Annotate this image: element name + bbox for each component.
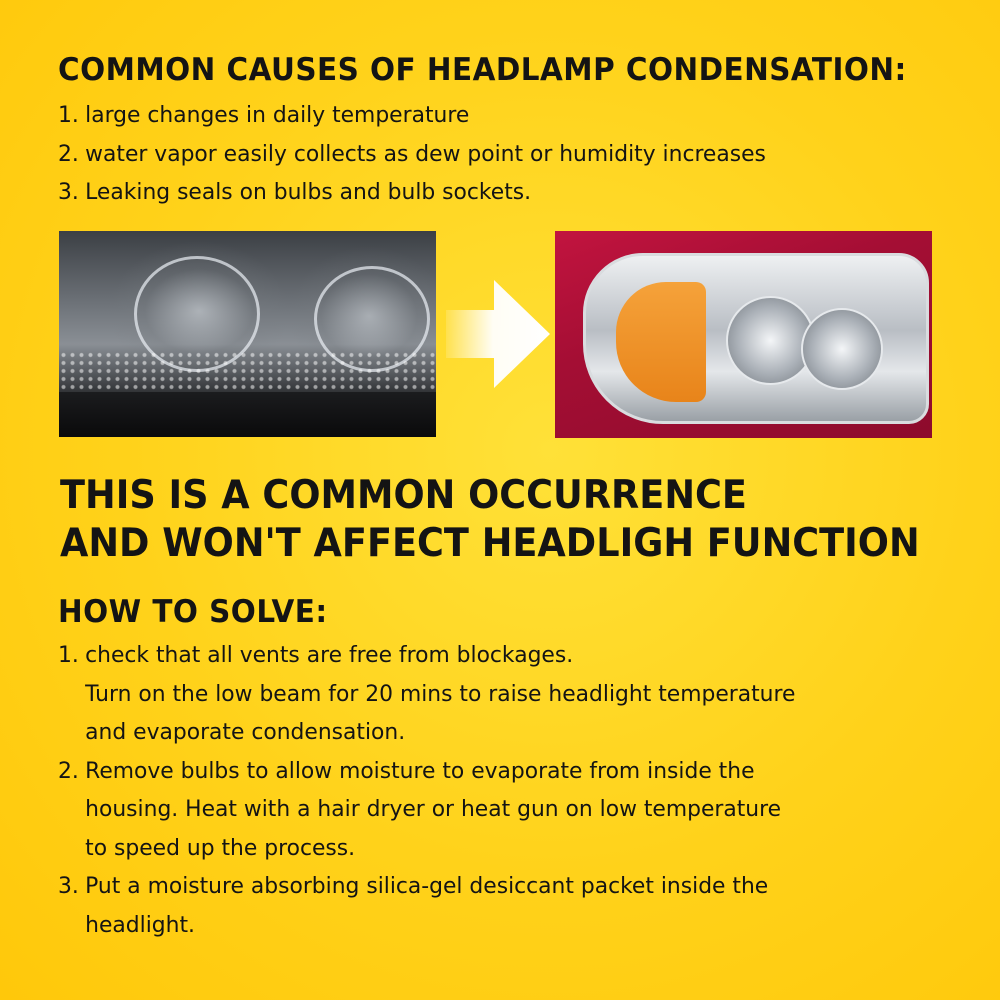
list-item bbox=[58, 636, 795, 752]
causes-list bbox=[58, 96, 766, 212]
list-item-number: 2. bbox=[58, 757, 79, 784]
list-item bbox=[58, 96, 766, 135]
notice-line: THIS IS A COMMON OCCURRENCE bbox=[60, 473, 747, 518]
list-item-text: headlight. bbox=[85, 911, 195, 938]
list-item-text: Remove bulbs to allow moisture to evaporate from inside the bbox=[85, 757, 755, 784]
right-arrow-icon bbox=[446, 280, 550, 388]
list-item-text: Turn on the low beam for 20 mins to raise headlight temperature bbox=[85, 680, 796, 707]
solve-list bbox=[58, 636, 795, 944]
list-item-text: Leaking seals on bulbs and bulb sockets. bbox=[85, 179, 532, 205]
list-item-text: water vapor easily collects as dew point or humidity increases bbox=[85, 140, 766, 167]
causes-heading: COMMON CAUSES OF HEADLAMP CONDENSATION: bbox=[58, 52, 907, 88]
list-item-text: to speed up the process. bbox=[85, 834, 356, 861]
amber-turn-signal bbox=[616, 282, 706, 402]
list-item-number: 1. bbox=[58, 102, 79, 128]
list-item bbox=[58, 867, 795, 944]
list-item bbox=[58, 752, 795, 868]
notice-line: AND WON'T AFFECT HEADLIGH FUNCTION bbox=[60, 521, 920, 566]
list-item-number: 3. bbox=[58, 873, 79, 899]
headlight-housing bbox=[583, 253, 929, 424]
list-item bbox=[58, 135, 766, 174]
list-item-number: 2. bbox=[58, 140, 79, 167]
list-item-number: 3. bbox=[58, 179, 79, 205]
list-item-text: housing. Heat with a hair dryer or heat gun on low temperature bbox=[85, 796, 782, 822]
notice-heading bbox=[60, 472, 920, 568]
list-item-text: check that all vents are free from blockages. bbox=[85, 642, 574, 668]
list-item-text: Put a moisture absorbing silica-gel desiccant packet inside the bbox=[85, 873, 769, 899]
foggy-headlight-photo bbox=[59, 231, 436, 437]
list-item-text: large changes in daily temperature bbox=[85, 102, 470, 128]
list-item bbox=[58, 173, 766, 212]
bumper bbox=[59, 392, 436, 437]
headlight-reflector bbox=[801, 308, 883, 390]
clear-headlight-photo bbox=[555, 231, 932, 438]
list-item-number: 1. bbox=[58, 642, 79, 668]
list-item-text: and evaporate condensation. bbox=[85, 719, 406, 745]
solve-heading: HOW TO SOLVE: bbox=[58, 594, 328, 630]
